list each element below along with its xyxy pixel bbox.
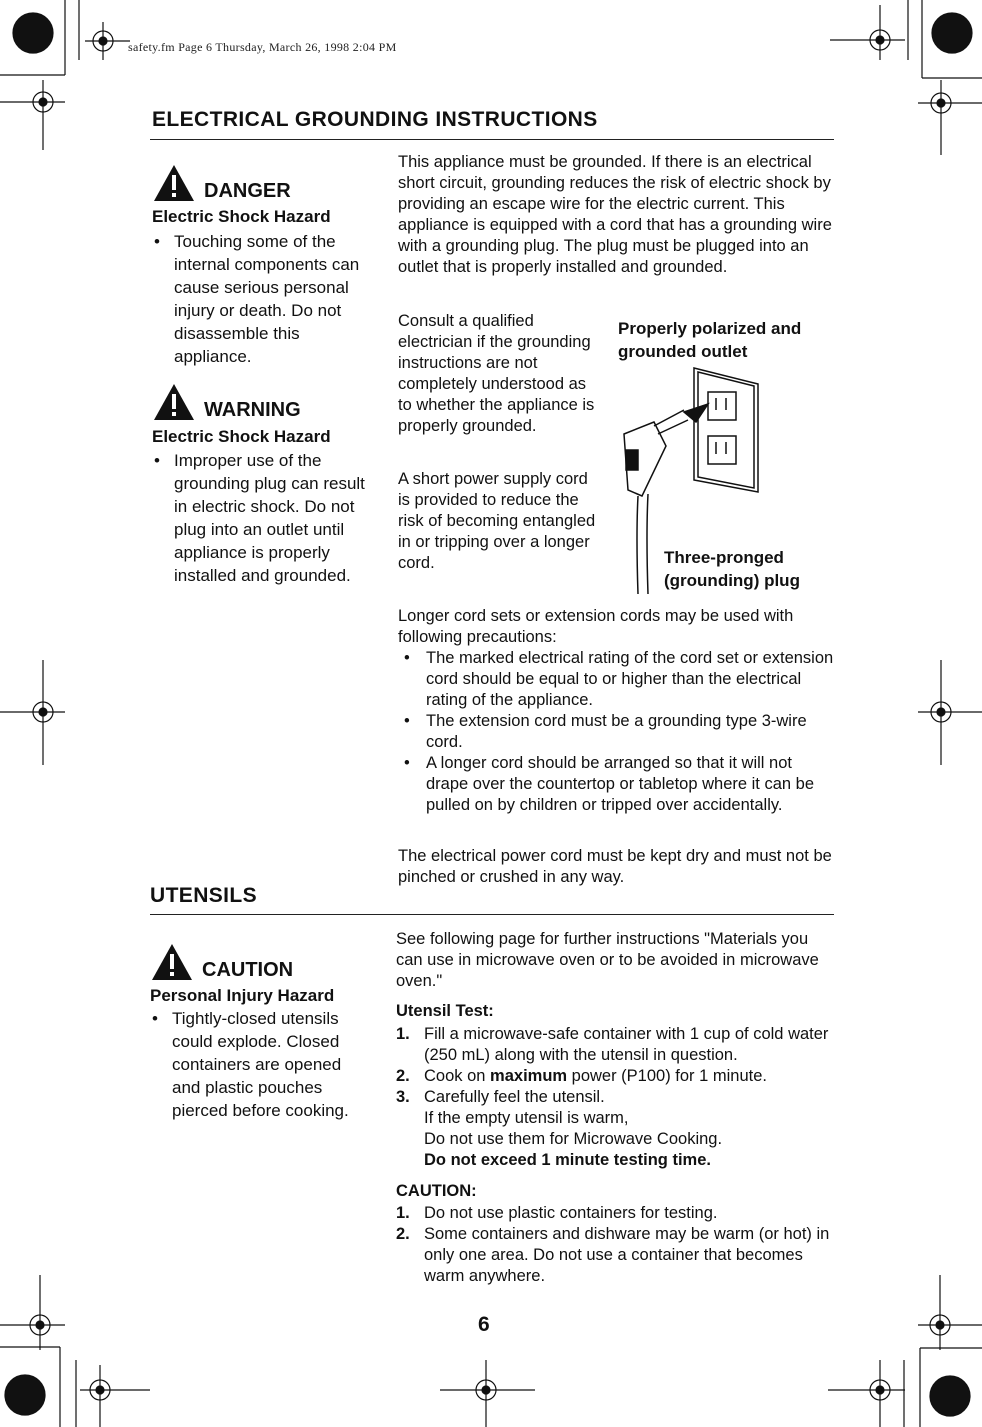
step-number: 1.	[396, 1204, 410, 1222]
section-title-grounding: ELECTRICAL GROUNDING INSTRUCTIONS	[152, 108, 598, 131]
step-text: Do not use plastic containers for testing.	[424, 1204, 718, 1222]
grounding-short-cord: A short power supply cord is provided to reduce the risk of becoming entangled in or tripping over a longer cord.	[398, 470, 596, 572]
warning-heading	[152, 382, 301, 422]
caution-label: CAUTION	[202, 959, 294, 981]
utensil-test-steps	[396, 1024, 834, 1171]
list-item	[396, 1066, 834, 1087]
list-item: • Improper use of the grounding plug can result in electric shock. Do not plug into an outlet until appliance is properly installed and grounded.	[152, 449, 378, 587]
grounding-intro: This appliance must be grounded. If there is an electrical short circuit, grounding reduces the risk of electric shock by providing an escape wire for the electric current. This appliance is equipped with a cord that has a grounding wire with a grounding plug. The plug must be plugged into an outlet that is properly installed and grounded.	[398, 153, 832, 276]
caution-title: CAUTION:	[396, 1182, 477, 1200]
caution-hazard: Personal Injury Hazard	[150, 986, 335, 1005]
caution-steps	[396, 1203, 834, 1287]
section-title-utensils: UTENSILS	[150, 884, 258, 907]
grounding-closing: The electrical power cord must be kept dry and must not be pinched or crushed in any way.	[398, 847, 832, 886]
utensils-intro: See following page for further instructions "Materials you can use in microwave oven or to be avoided in microwave oven."	[396, 930, 819, 990]
warning-triangle-icon	[152, 382, 196, 422]
list-item: • Tightly-closed utensils could explode. Closed containers are opened and plastic pouches pierced before cooking.	[150, 1007, 372, 1122]
grounding-consult: Consult a qualified electrician if the grounding instructions are not completely understood as to whether the appliance is properly grounded.	[398, 312, 595, 435]
warning-triangle-icon	[152, 163, 196, 203]
warning-bullets	[152, 449, 378, 587]
list-item	[396, 1024, 834, 1066]
warning-triangle-icon	[150, 942, 194, 982]
step-text-bold: maximum	[490, 1067, 568, 1085]
section-rule	[150, 139, 834, 140]
warning-hazard: Electric Shock Hazard	[152, 427, 331, 446]
caution-heading	[150, 942, 293, 982]
figure-label-outlet: Properly polarized and grounded outlet	[618, 319, 802, 361]
list-item: • The extension cord must be a grounding type 3-wire cord.	[398, 711, 834, 753]
step-text-line3: Do not use them for Microwave Cooking.	[424, 1130, 723, 1148]
section-rule	[150, 914, 834, 915]
list-item	[396, 1224, 834, 1287]
extension-intro: Longer cord sets or extension cords may be used with following precautions:	[398, 607, 794, 646]
danger-hazard: Electric Shock Hazard	[152, 207, 331, 226]
step-text-line4: Do not exceed 1 minute testing time.	[424, 1151, 711, 1169]
list-item	[396, 1203, 834, 1224]
file-header-line: safety.fm Page 6 Thursday, March 26, 1998 2:04 PM	[128, 40, 397, 54]
step-text-post: power (P100) for 1 minute.	[567, 1067, 768, 1085]
list-item: • Touching some of the internal components can cause serious personal injury or death. Do not disassemble this appliance.	[152, 230, 378, 368]
danger-heading	[152, 163, 291, 203]
caution-bullets	[150, 1007, 372, 1122]
step-text: Fill a microwave-safe container with 1 cup of cold water (250 mL) along with the utensil in question.	[424, 1025, 829, 1064]
page-number: 6	[478, 1313, 490, 1336]
step-text: Carefully feel the utensil.	[424, 1088, 605, 1106]
utensil-test-title: Utensil Test:	[396, 1002, 494, 1020]
list-item: • A longer cord should be arranged so that it will not drape over the countertop or tabletop where it can be pulled on by children or tripped over accidentally.	[398, 753, 834, 816]
danger-bullets	[152, 230, 378, 368]
step-text: Some containers and dishware may be warm (or hot) in only one area. Do not use a container that becomes warm anywhere.	[424, 1225, 830, 1285]
step-text-line2: If the empty utensil is warm,	[424, 1109, 629, 1127]
step-number: 3.	[396, 1088, 410, 1106]
step-number: 1.	[396, 1025, 410, 1043]
figure-label-plug: Three-pronged (grounding) plug	[664, 548, 800, 590]
list-item	[396, 1087, 834, 1171]
step-number: 2.	[396, 1067, 410, 1085]
warning-label: WARNING	[204, 399, 301, 421]
step-text-pre: Cook on	[424, 1067, 491, 1085]
step-number: 2.	[396, 1225, 410, 1243]
danger-label: DANGER	[204, 180, 291, 202]
extension-bullets	[398, 648, 834, 816]
list-item: • The marked electrical rating of the cord set or extension cord should be equal to or higher than the electrical rating of the appliance.	[398, 648, 834, 711]
